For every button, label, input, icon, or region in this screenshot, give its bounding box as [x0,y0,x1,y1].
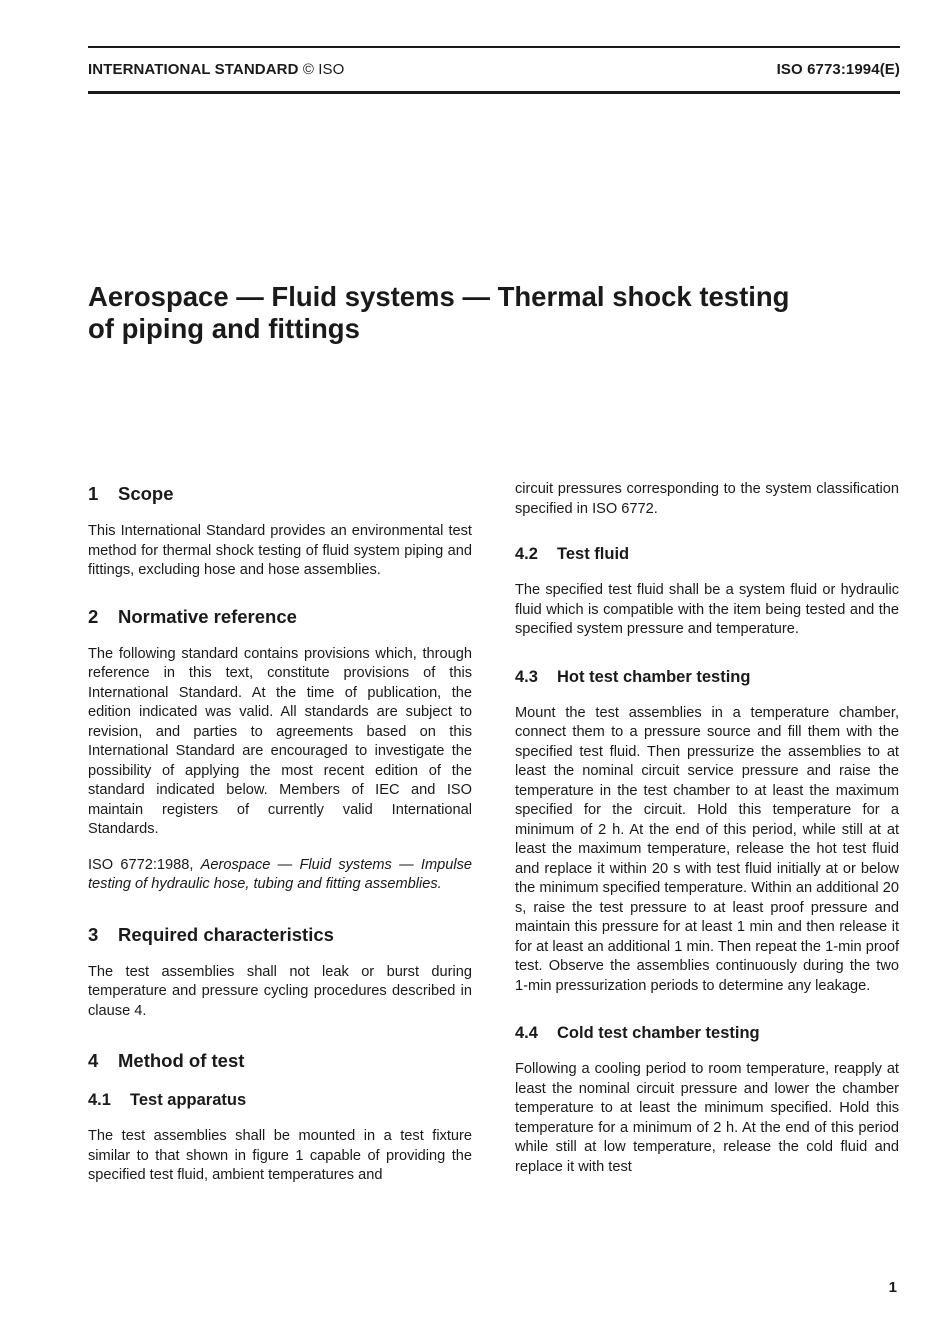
cold-test-chamber-paragraph: Following a cooling period to room temperature, reapply at least the nominal circuit pressure and lower the chamber temperature to at least the minimum specified. Hold this temperature for a minimum of 2 h. At the end of this period while still at low temperature, release the cold fluid and replace it with test [515,1061,899,1175]
section-title: Required characteristics [118,923,334,945]
citation-title: Aerospace — Fluid systems — Impulse testing of hydraulic hose, tubing and fitting assemblies. [88,856,472,892]
section-heading-scope [88,482,472,506]
test-apparatus-paragraph: The test assemblies shall be mounted in a test fixture similar to that shown in figure 1 capable of providing the specified test fluid, ambient temperatures and [88,1128,472,1183]
test-fluid-paragraph: The specified test fluid shall be a system fluid or hydraulic fluid which is compatible with the item being tested and the specified system pressure and temperature. [515,582,899,637]
subsection-number: 4.3 [515,667,538,686]
header-bottom-rule [88,91,900,94]
header-document-id: ISO 6773:1994(E) [776,61,900,78]
title-line-1: Aerospace — Fluid systems — Thermal shock testing [88,281,790,312]
normative-reference-citation [88,856,472,895]
section-number: 3 [88,923,99,945]
section-number: 4 [88,1050,99,1071]
subsection-number: 4.1 [88,1091,111,1109]
hot-test-chamber-paragraph: Mount the test assemblies in a temperature chamber, connect them to a pressure source and fill them with the specified test fluid. Then pressurize the assemblies to at least the nominal circuit service pressure and raise the temperature in the test chamber to at least the maximum specified for the circuit. Hold this temperature for a minimum of 2 h. At the end of this period, while still at at least the maximum temperature, release the hot test fluid and replace it within 20 s with test fluid initially at or below the minimum specified temperature. Within an additional 20 s, raise the test pressure to at least proof pressure and maintain this pressure for at least 1 min and then release it for at least an additional 1 min. Then repeat the 1-min proof test. Observe the assemblies continuously during the two 1-min pressurization periods to determine any leakage. [515,704,899,994]
subsection-title: Hot test chamber testing [557,667,751,686]
subsection-heading-test-apparatus [88,1089,472,1111]
subsection-title: Cold test chamber testing [557,1024,760,1042]
subsection-heading-cold-test-chamber [515,1022,899,1044]
section-number: 2 [88,605,99,627]
subsection-number: 4.4 [515,1024,538,1042]
scope-paragraph: This International Standard provides an environmental test method for thermal shock testing of fluid system piping and fittings, excluding hose and hose assemblies. [88,523,472,578]
header-standard-label [88,61,344,78]
page-number: 1 [888,1279,897,1296]
test-apparatus-paragraph-continued: circuit pressures corresponding to the system classification specified in ISO 6772. [515,481,899,517]
right-column [515,480,899,1177]
header-standard-type: INTERNATIONAL STANDARD [88,61,299,78]
left-column [88,480,472,1186]
section-heading-required-characteristics [88,923,472,947]
section-title: Scope [118,483,174,504]
section-heading-method-of-test [88,1049,472,1073]
section-title: Method of test [118,1050,245,1071]
header-top-rule [88,46,900,48]
citation-code: ISO 6772:1988, [88,856,194,873]
subsection-title: Test fluid [557,545,630,563]
section-number: 1 [88,483,99,504]
section-title: Normative reference [118,605,297,627]
subsection-heading-hot-test-chamber [515,666,899,688]
required-characteristics-paragraph: The test assemblies shall not leak or burst during temperature and pressure cycling procedures described in clause 4. [88,963,472,1019]
document-title [88,281,888,345]
subsection-number: 4.2 [515,545,538,563]
section-heading-normative-reference [88,605,472,629]
subsection-heading-test-fluid [515,543,899,565]
subsection-title: Test apparatus [130,1091,247,1109]
title-line-2: of piping and fittings [88,313,360,344]
header-copyright: © ISO [302,61,345,78]
normative-reference-paragraph: The following standard contains provisions which, through reference in this text, constitute provisions of this International Standard. At the time of publication, the edition indicated was valid. All standards are subject to revision, and parties to agreements based on this International Standard are encouraged to investigate the possibility of applying the most recent edition of the standard indicated below. Members of IEC and ISO maintain registers of currently valid International Standards. [88,645,472,837]
